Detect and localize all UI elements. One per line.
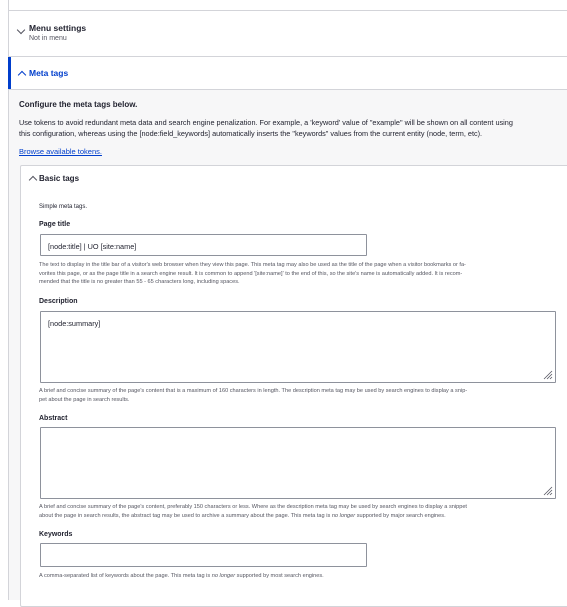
page-title-description	[39, 261, 561, 287]
node-form-sidebar	[8, 0, 567, 600]
description-line: mended that the title is no greater than 55 - 65 characters long, including spaces.	[39, 279, 240, 285]
help-text: about the page in search results, the abstract tag may be used to archive a summary about the page. This meta tag is	[39, 512, 332, 519]
description-value: [node:summary]	[48, 319, 101, 328]
resize-grip-icon[interactable]	[543, 370, 553, 380]
chevron-down-icon	[17, 26, 25, 34]
keywords-label: Keywords	[39, 531, 73, 538]
meta-tags-summary[interactable]	[8, 57, 567, 89]
description-line: A brief and concise summary of the page's content, preferably 150 characters or less. Where as the description meta tag may be used by search engines to display a snippet	[39, 504, 467, 510]
menu-settings-title: Menu settings	[29, 23, 87, 33]
chevron-up-icon	[29, 176, 37, 184]
description-line: A brief and concise summary of the page's content that is a maximum of 160 characters in length. The description meta tag may be used by search engines to display a snip-	[39, 388, 468, 394]
description-line	[39, 512, 561, 521]
help-emphasis: no longer	[211, 573, 236, 579]
description-line: The text to display in the title bar of a visitor's web browser when they view this page. This meta tag may also be used as the title of the page when a visitor bookmarks or fa-	[39, 262, 466, 268]
meta-tags-panel	[9, 89, 567, 600]
description-textarea[interactable]	[40, 311, 556, 383]
basic-tags-summary[interactable]	[21, 166, 567, 192]
description-help	[39, 387, 561, 404]
browse-tokens-link[interactable]: Browse available tokens.	[19, 147, 102, 156]
help-text: supported by most search engines.	[235, 573, 324, 579]
abstract-label: Abstract	[39, 415, 68, 422]
help-emphasis: no longer	[331, 512, 356, 519]
help-text: A comma-separated list of keywords about the page. This meta tag is	[39, 573, 212, 579]
intro-line: this configuration, whereas using the [node:field_keywords] automatically inserts the "keywords" values from the current entity (node, term, etc).	[19, 128, 483, 138]
menu-settings-summary[interactable]	[9, 11, 567, 57]
meta-tags-heading: Configure the meta tags below.	[19, 100, 138, 109]
keywords-input[interactable]	[40, 543, 367, 567]
help-text: supported by major search engines.	[355, 512, 446, 519]
keywords-help	[39, 572, 561, 581]
abstract-help	[39, 503, 561, 520]
chevron-up-icon	[18, 71, 26, 79]
page-title-input[interactable]: [node:title] | UO [site:name]	[40, 234, 367, 256]
abstract-textarea[interactable]	[40, 427, 556, 499]
basic-tags-details	[20, 165, 567, 607]
description-line: vorites this page, or as the page title in a search engine result. It is common to append '[site:name]' to the end of this, so the site's name is automatically added. It is recom-	[39, 270, 463, 277]
description-line: pet about the page in search results.	[39, 396, 130, 403]
resize-grip-icon[interactable]	[543, 486, 553, 496]
meta-tags-intro	[19, 118, 567, 139]
intro-line: Use tokens to avoid redundant meta data and search engine penalization. For example, a 'keyword' value of "example" will be shown on all content using	[19, 118, 513, 127]
description-label: Description	[39, 298, 78, 305]
basic-tags-title: Basic tags	[39, 174, 80, 183]
meta-tags-title: Meta tags	[29, 68, 69, 78]
basic-tags-subtitle: Simple meta tags.	[39, 204, 88, 210]
page-title-label: Page title	[39, 221, 71, 228]
menu-settings-status: Not in menu	[29, 35, 67, 42]
